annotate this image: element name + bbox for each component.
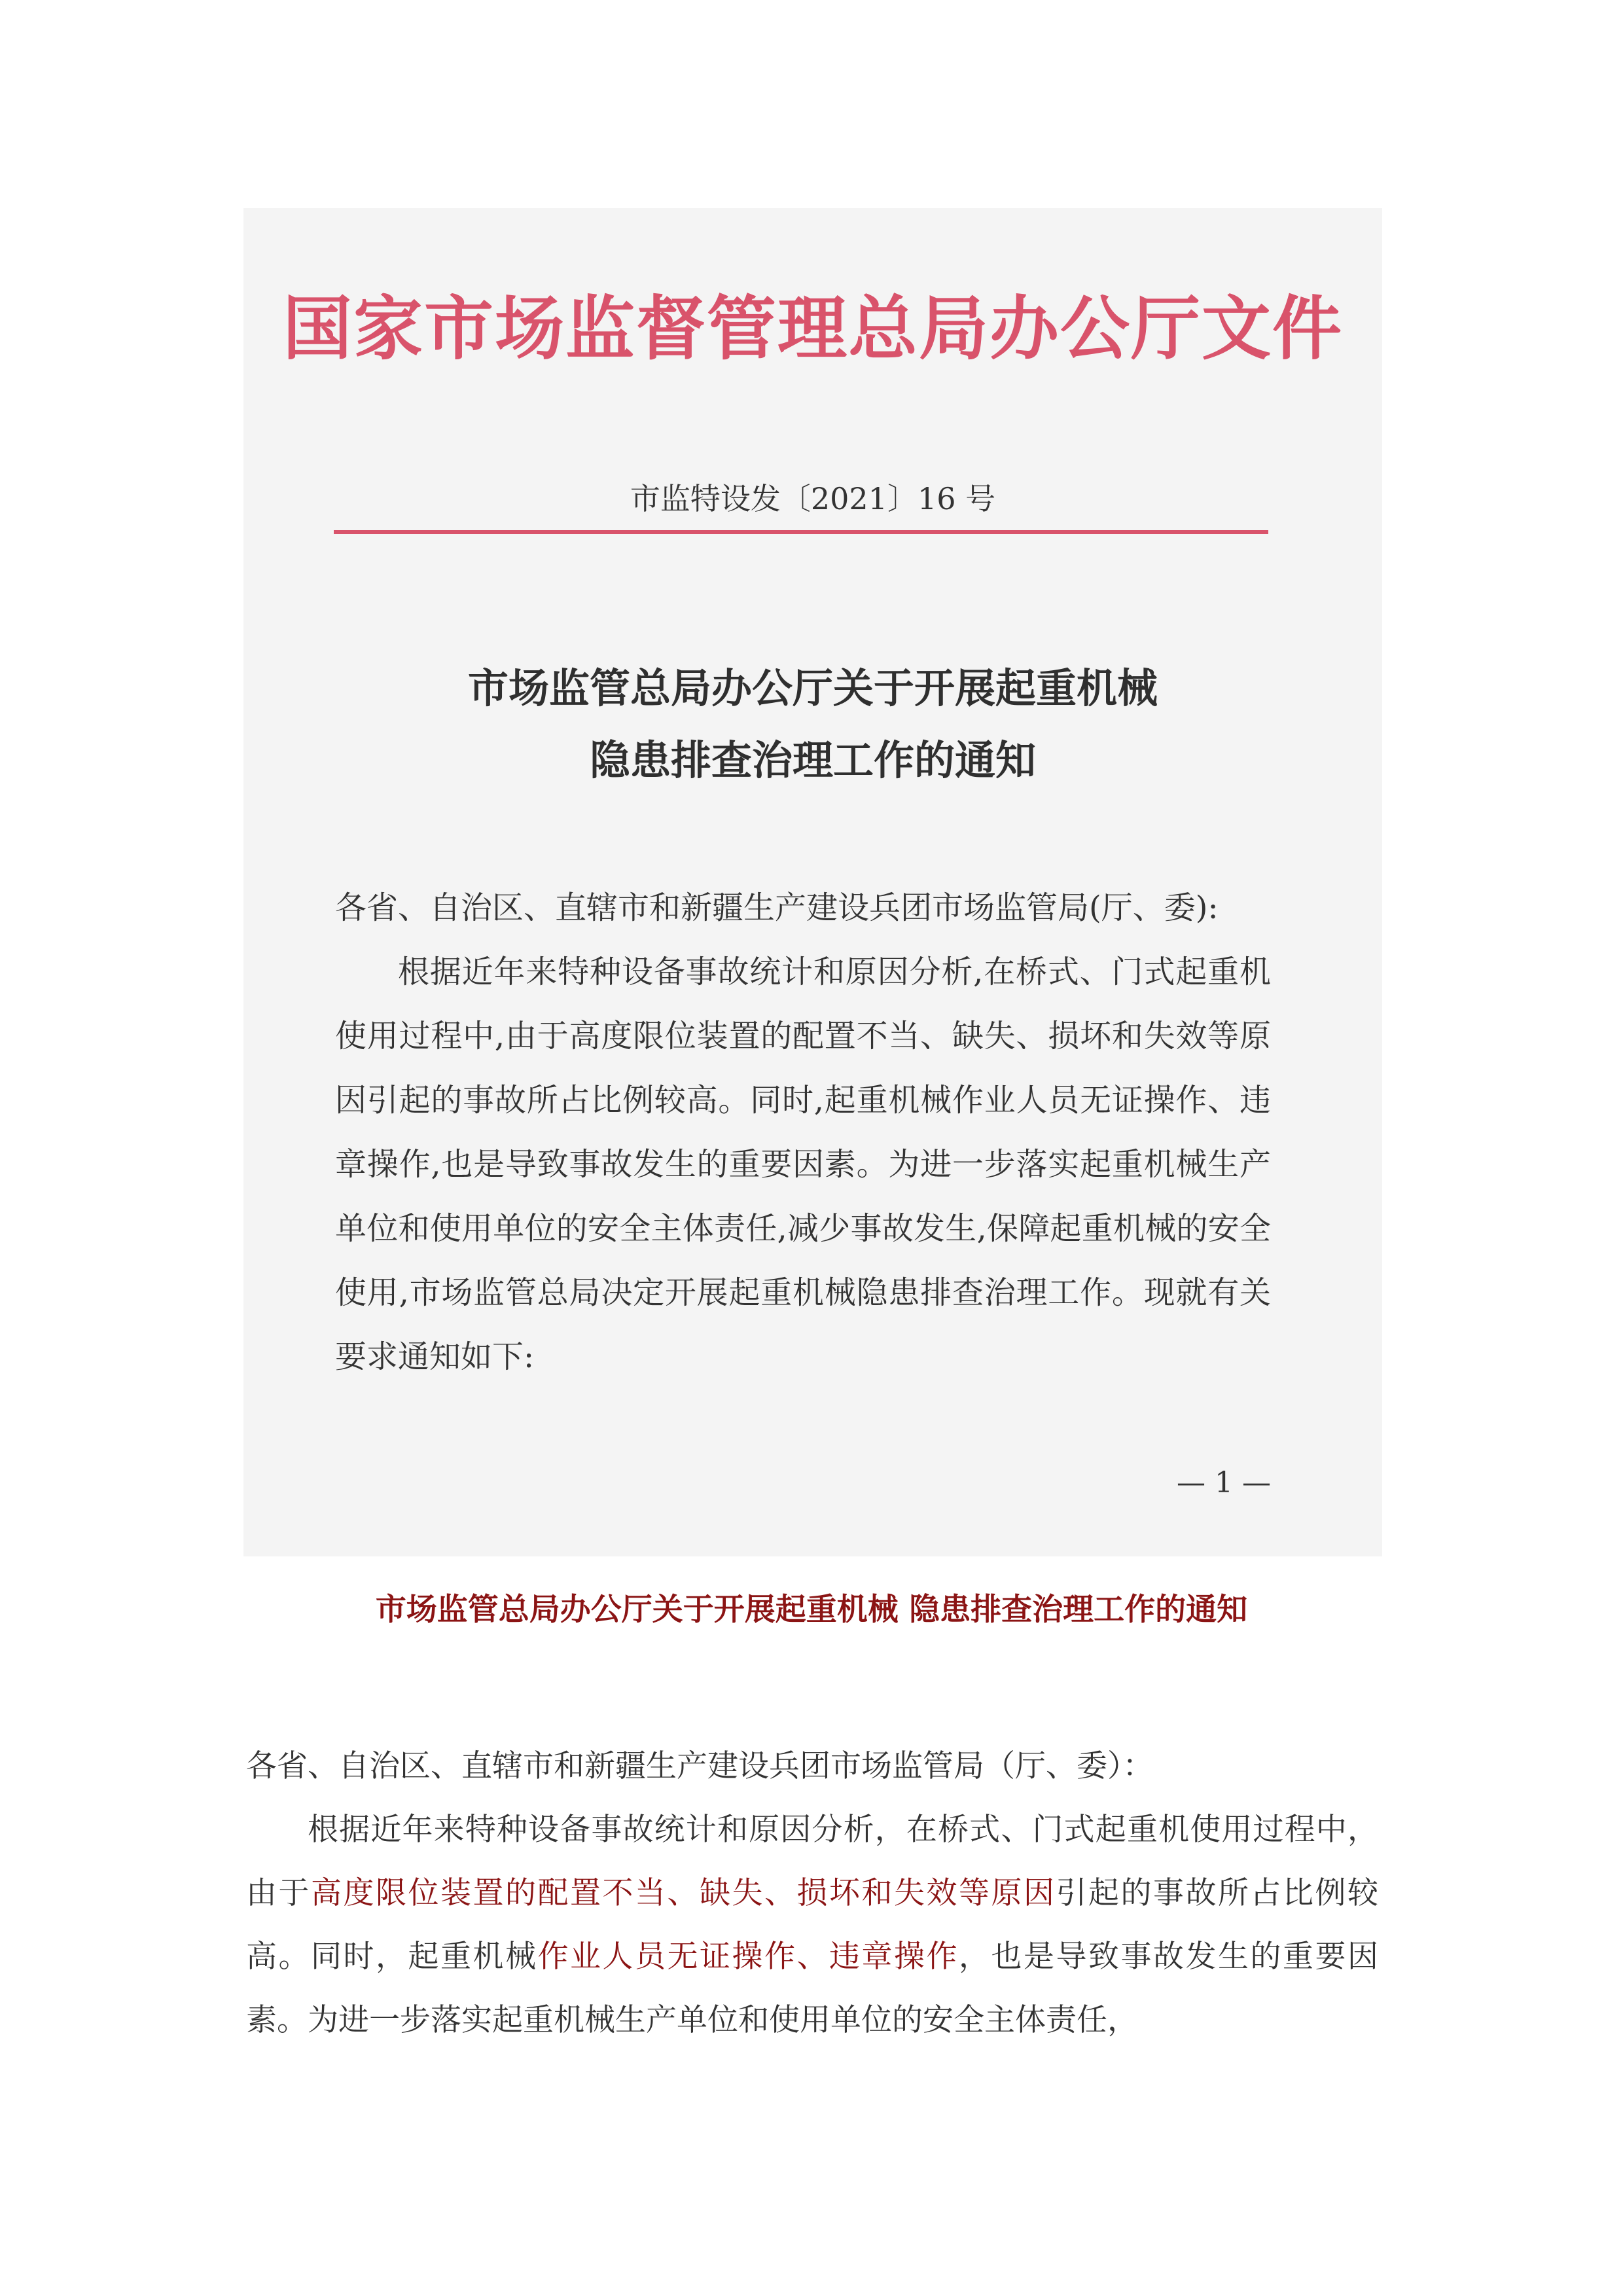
red-divider-line xyxy=(334,530,1268,534)
article-paragraph xyxy=(246,1798,1378,2052)
scan-body-text xyxy=(335,876,1271,1389)
scanned-document-image xyxy=(243,208,1382,1556)
scan-salutation: 各省、自治区、直辖市和新疆生产建设兵团市场监管局(厅、委): xyxy=(335,889,1219,926)
article-highlight-text: 作业人员无证操作、违章操作 xyxy=(537,1939,959,1975)
article-text-segment: ，也是导致事故发生的重要因素。为进一步落实起重机械生产单位和使用单位的安全主体责任， xyxy=(246,1939,1378,2038)
document-header-title: 国家市场监督管理总局办公厅文件 xyxy=(283,289,1343,369)
article-highlight-text: 高度限位装置的配置不当、缺失、损坏和失效等原因 xyxy=(311,1875,1056,1911)
notice-title-line1: 市场监管总局办公厅关于开展起重机械 xyxy=(467,664,1158,712)
notice-title-line2: 隐患排查治理工作的通知 xyxy=(589,736,1036,784)
article-title: 市场监管总局办公厅关于开展起重机械 隐患排查治理工作的通知 xyxy=(375,1592,1248,1628)
page-number: — 1 — xyxy=(1177,1466,1271,1499)
document-number: 市监特设发〔2021〕16 号 xyxy=(630,481,996,516)
article-body xyxy=(246,1734,1378,2052)
article-text-segment: 根据近年来特种设备事故统计和原因分析，在桥式、门式起重机使用过程中，由于 xyxy=(246,1812,1378,1911)
article-salutation: 各省、自治区、直辖市和新疆生产建设兵团市场监管局（厅、委）： xyxy=(246,1748,1154,1784)
scan-paragraph: 根据近年来特种设备事故统计和原因分析,在桥式、门式起重机使用过程中,由于高度限位装置的配置不当、缺失、损坏和失效等原因引起的事故所占比例较高。同时,起重机械作业人员无证操作、违章操作,也是导致事故发生的重要因素。为进一步落实起重机械生产单位和使用单位的安全主体责任,减少事故发生,保障起重机械的安全使用,市场监管总局决定开展起重机械隐患排查治理工作。现就有关要求通知如下: xyxy=(335,954,1271,1375)
article-text-segment: 引起的事故所占比例较高。同时，起重机械 xyxy=(246,1875,1378,1975)
